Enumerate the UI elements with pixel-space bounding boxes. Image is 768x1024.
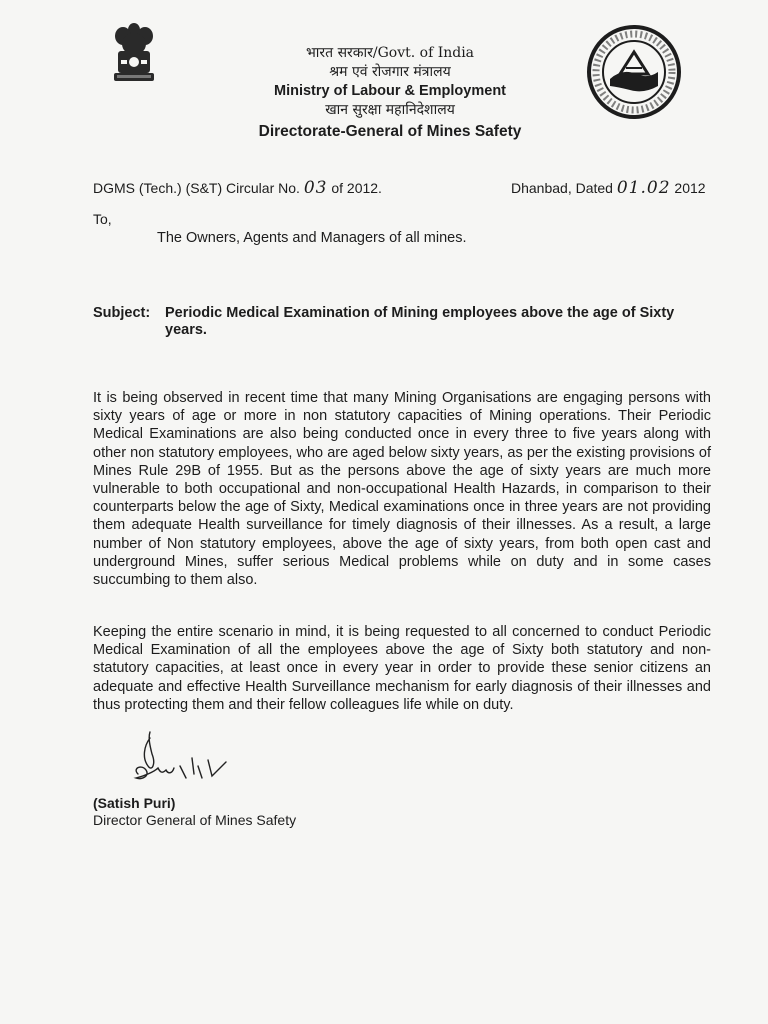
body-paragraph: It is being observed in recent time that many Mining Organisations are engaging persons with sixty years of age or more in non statutory capacities of Mining operations. Their Periodic Medical Examinations are also being conducted once in every three to five years along with other non statutory employees, who are aged below sixty years, as per the existing provisions of Mines Rule 29B of 1955. But as the persons above the age of sixty years are much more vulnerable to both occupational and non-occupational Health Hazards, in comparison to their counterparts below the age of Sixty, Medical examinations once in three years are not providing them adequate Health surveillance for timely diagnosis of their illnesses. As a result, a large number of Non statutory employees, above the age of sixty years, from both open cast and underground Mines, suffer serious Medical problems while on duty and in some cases succumbing to them also. (93, 390, 711, 589)
directorate-hindi: खान सुरक्षा महानिदेशालय (325, 102, 455, 118)
signatory-title: Director General of Mines Safety (93, 812, 297, 828)
ministry-english: Ministry of Labour & Employment (273, 83, 506, 99)
addressee: The Owners, Agents and Managers of all mines. (157, 230, 467, 246)
handwritten-date: 01.02 (616, 178, 671, 198)
dgms-seal-icon (586, 24, 682, 120)
signatory-name: (Satish Puri) (93, 795, 176, 811)
ministry-hindi: श्रम एवं रोजगार मंत्रालय (329, 64, 451, 80)
govt-of-india-line: भारत सरकार/Govt. of India (305, 45, 475, 61)
place-date (511, 178, 706, 198)
date-year: 2012 (674, 180, 706, 196)
directorate-english: Directorate-General of Mines Safety (258, 123, 522, 140)
circular-number: 03 (303, 178, 328, 198)
subject-label: Subject: (93, 305, 151, 321)
national-emblem-icon (108, 20, 160, 98)
circular-prefix: DGMS (Tech.) (S&T) Circular No. (93, 180, 300, 196)
circular-reference (93, 178, 382, 198)
subject-text: Periodic Medical Examination of Mining employees above the age of Sixty years. (165, 305, 675, 338)
circular-suffix: of 2012. (331, 180, 382, 196)
handwritten-signature-icon (128, 728, 238, 794)
to-line: To, (93, 211, 112, 227)
body-paragraph: Keeping the entire scenario in mind, it is being requested to all concerned to conduct Periodic Medical Examination of all the employees above the age of Sixty both statutory and non-statutory capacities, at least once in every year in order to provide these senior citizens an adequate and effective Health Surveillance mechanism for early diagnosis of their illnesses and thus protecting them and their fellow colleagues life while on duty. (93, 624, 711, 713)
letterhead (200, 44, 580, 141)
subject-block (93, 305, 718, 339)
place-date-prefix: Dhanbad, Dated (511, 180, 613, 196)
